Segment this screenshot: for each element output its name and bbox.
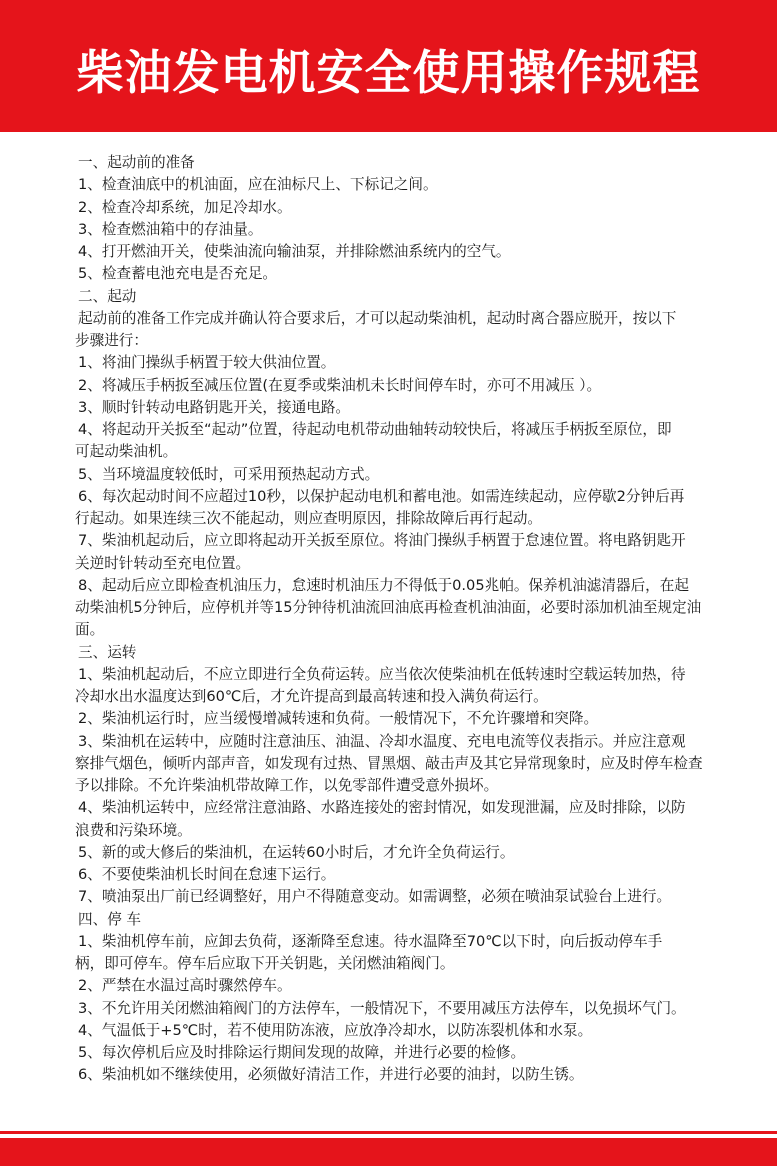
text-line: 冷却水出水温度达到60℃后，才允许提高到最高转速和投入满负荷运行。 xyxy=(75,688,548,705)
text-line: 7、柴油机起动后，应立即将起动开关扳至原位。将油门操纵手柄置于怠速位置。将电路钥匙开 xyxy=(78,532,686,550)
text-line: 5、每次停机后应及时排除运行期间发现的故障，并进行必要的检修。 xyxy=(78,1044,526,1061)
text-line: 1、柴油机停车前，应卸去负荷，逐渐降至怠速。待水温降至70℃以下时，向后扳动停车手 xyxy=(78,932,663,950)
text-line: 3、检查燃油箱中的存油量。 xyxy=(78,220,263,238)
text-line: 四、停 车 xyxy=(78,910,142,928)
text-line: 3、顺时针转动电路钥匙开关，接通电路。 xyxy=(78,398,350,416)
regulation-body xyxy=(75,152,745,1087)
text-line: 行起动。如果连续三次不能起动，则应查明原因，排除故障后再行起动。 xyxy=(75,510,543,527)
title-banner xyxy=(0,0,777,132)
text-line: 6、每次起动时间不应超过10秒，以保护起动电机和蓄电池。如需连续起动，应停歇2分钟后再 xyxy=(78,487,685,505)
footer-bar xyxy=(0,1138,777,1166)
text-line: 2、柴油机运行时，应当缓慢增减转速和负荷。一般情况下，不允许骤增和突降。 xyxy=(78,710,599,728)
footer-divider xyxy=(0,1131,777,1134)
text-line: 一、起动前的准备 xyxy=(78,154,195,171)
text-line: 7、喷油泵出厂前已经调整好，用户不得随意变动。如需调整，必须在喷油泵试验台上进行。 xyxy=(78,888,672,906)
text-line: 6、不要使柴油机长时间在怠速下运行。 xyxy=(78,866,336,883)
text-line: 2、将减压手柄扳至减压位置(在夏季或柴油机未长时间停车时，亦可不用减压 ）。 xyxy=(78,376,602,394)
text-line: 3、不允许用关闭燃油箱阀门的方法停车，一般情况下，不要用减压方法停车，以免损坏气门。 xyxy=(78,999,686,1017)
text-line: 三、运转 xyxy=(78,643,137,661)
text-line: 4、将起动开关扳至“起动”位置，待起动电机带动曲轴转动较快后，将减压手柄扳至原位，即 xyxy=(78,421,672,438)
text-line: 予以排除。不允许柴油机带故障工作，以免零部件遭受意外损坏。 xyxy=(75,777,499,794)
text-line: 动柴油机5分钟后，应停机并等15分钟待机油流回油底再检查机油油面，必要时添加机油至规定油 xyxy=(75,599,702,616)
text-line: 4、柴油机运转中，应经常注意油路、水路连接处的密封情况，如发现泄漏，应及时排除，以防 xyxy=(78,799,686,817)
text-line: 4、打开燃油开关，使柴油流向输油泵，并排除燃油系统内的空气。 xyxy=(78,243,511,260)
text-line: 可起动柴油机。 xyxy=(75,443,178,461)
page-title: 柴油发电机安全使用操作规程 xyxy=(76,46,701,101)
text-line: 二、起动 xyxy=(78,287,137,305)
text-line: 面。 xyxy=(75,621,105,639)
text-line: 浪费和污染环境。 xyxy=(75,821,192,839)
text-line: 2、检查冷却系统，加足冷却水。 xyxy=(78,198,292,216)
text-line: 4、气温低于+5℃时，若不使用防冻液，应放净冷却水，以防冻裂机体和水泵。 xyxy=(78,1021,593,1039)
text-line: 5、检查蓄电池充电是否充足。 xyxy=(78,265,278,283)
text-line: 5、当环境温度较低时，可采用预热起动方式。 xyxy=(78,465,380,483)
text-line: 柄，即可停车。停车后应取下开关钥匙，关闭燃油箱阀门。 xyxy=(75,955,455,972)
text-line: 察排气烟色，倾听内部声音，如发现有过热、冒黑烟、敲击声及其它异常现象时，应及时停车检查 xyxy=(75,754,703,772)
text-line: 2、严禁在水温过高时骤然停车。 xyxy=(78,977,292,995)
text-line: 8、起动后应立即检查机油压力，怠速时机油压力不得低于0.05兆帕。保养机油滤清器后，在起 xyxy=(78,576,689,594)
text-line: 关逆时针转动至充电位置。 xyxy=(75,554,251,572)
text-line: 6、柴油机如不继续使用，必须做好清洁工作，并进行必要的油封，以防生锈。 xyxy=(78,1066,584,1084)
text-line: 1、将油门操纵手柄置于较大供油位置。 xyxy=(78,354,336,372)
text-line: 1、柴油机起动后，不应立即进行全负荷运转。应当依次使柴油机在低转速时空载运转加热，待 xyxy=(78,665,686,683)
text-line: 步骤进行： xyxy=(75,332,148,349)
text-line: 5、新的或大修后的柴油机，在运转60小时后，才允许全负荷运行。 xyxy=(78,843,515,861)
text-line: 3、柴油机在运转中，应随时注意油压、油温、冷却水温度、充电电流等仪表指示。并应注意观 xyxy=(78,732,686,750)
text-line: 起动前的准备工作完成并确认符合要求后，才可以起动柴油机，起动时离合器应脱开，按以下 xyxy=(78,309,677,327)
text-line: 1、检查油底中的机油面，应在油标尺上、下标记之间。 xyxy=(78,176,438,194)
